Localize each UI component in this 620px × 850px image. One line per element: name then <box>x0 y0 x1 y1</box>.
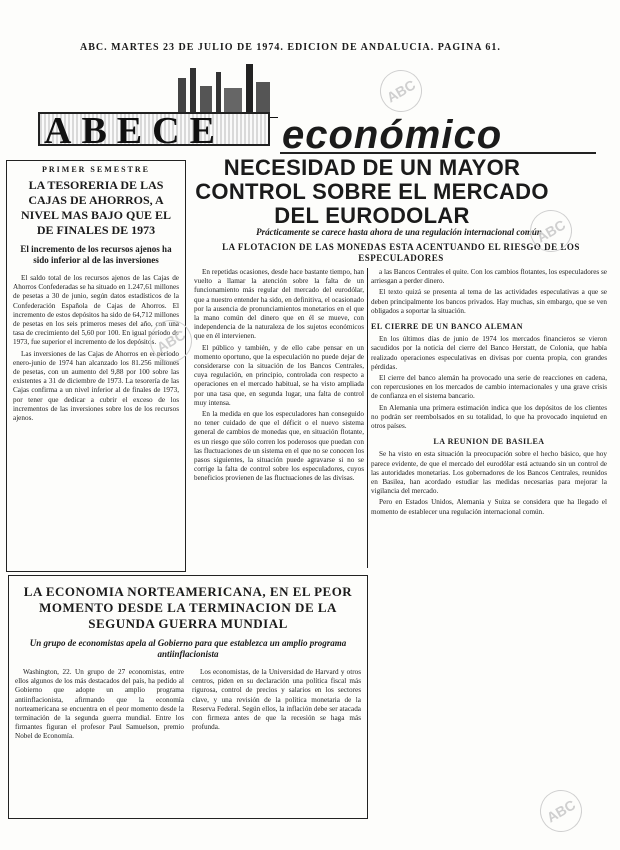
watermark-stamp: ABC <box>142 312 199 369</box>
left-deck: El incremento de los recursos ajenos ha sido inferior al de las inversiones <box>20 244 172 265</box>
bottom-headline: LA ECONOMIA NORTEAMERICANA, EN EL PEOR MOMENTO DESDE LA TERMINACION DE LA SEGUNDA GUERRA MUNDIAL <box>23 584 353 631</box>
main-paragraph: Se ha visto en esta situación la preocupación sobre el hecho básico, que hoy parece evidente, de que el mercado del eurodólar está actuando sin un control de las autoridades monetarias. Los gobernadores de los Bancos Centrales, reunidos en Basilea, han acordado estudiar las medidas necesarias para mejorar la vigilancia del mercado. <box>371 450 607 496</box>
left-paragraph: Las inversiones de las Cajas de Ahorros en el período enero-junio de 1974 han alcanzado los 81.256 millones de pesetas, con un aumento del 9,88 por 100 sobre las existentes a 31 de diciembre de 1973. La tesorería de las Cajas confirma a un nivel inferior al de finales de 1973, por tener que dedicar a cubrir el exceso de los incrementos de las inversiones sobre los de los recursos ajenos. <box>13 349 179 423</box>
left-paragraph: El saldo total de los recursos ajenos de las Cajas de Ahorros Confederadas se ha situado en 1.247,61 millones de pesetas a 30 de junio, según datos estadísticos de la Confederación Española de Cajas de Ahorros. El incremento de estos depósitos ha sido de 64,712 millones de pesetas en los seis primeros meses del año, con una tasa de crecimiento del 5,60 por 100. En igual período de 1973, fue superior el incremento de los depósitos. <box>13 274 179 347</box>
masthead-rule <box>280 152 596 154</box>
masthead-logo: ABECE <box>38 112 270 146</box>
main-subtitle: Prácticamente se carece hasta ahora de una regulación internacional común <box>256 227 542 237</box>
main-paragraph: Pero en Estados Unidos, Alemania y Suiza se considera que ha llegado el momento de establecer una regulación internacional común. <box>371 498 607 516</box>
subhead-banco-aleman: EL CIERRE DE UN BANCO ALEMAN <box>371 322 524 332</box>
left-section-tag: PRIMER SEMESTRE <box>41 165 150 174</box>
bottom-deck: Un grupo de economistas apela al Gobierno para que establezca un amplio programa antiinflacionista <box>29 638 347 659</box>
main-column-b <box>371 268 607 828</box>
bottom-story <box>8 575 368 819</box>
subhead-basilea: LA REUNION DE BASILEA <box>433 437 545 447</box>
main-column-a <box>194 268 364 568</box>
bottom-paragraph: Los economistas, de la Universidad de Harvard y otros centros, piden en su declaración una política fiscal más rigurosa, control de precios y salarios en los sectores clave, y una revisión de la política monetaria de la Reserva Federal. Según ellos, la inflación debe ser atacada con firmeza antes de que la recesión se haga más profunda. <box>192 668 361 732</box>
main-headline: NECESIDAD DE UN MAYOR CONTROL SOBRE EL MERCADO DEL EURODOLAR <box>195 155 549 228</box>
left-headline: LA TESORERIA DE LAS CAJAS DE AHORROS, A NIVEL MAS BAJO QUE EL DE FINALES DE 1973 <box>20 178 172 237</box>
bottom-paragraph: Washington, 22. Un grupo de 27 economistas, entre ellos algunos de los más destacados del país, ha pedido al Gobierno que adopte un amplio programa antiinflacionista, afirmando que la economía norteamericana se encuentra en el peor momento desde la terminación de la segunda guerra mundial. Entre los firmantes figuran el profesor Paul Samuelson, premio Nobel de Economía. <box>15 668 184 741</box>
industrial-towers-illustration <box>168 58 278 118</box>
main-paragraph: En la medida en que los especuladores han conseguido no tener cuidado de que el déficit o el nuevo sistema general de cambios de monedas que, en situación flotante, es un riesgo que sólo corren los poderosos que puedan con las fluctuaciones de un sistema en el que no se conocen los pasos siguientes, la situación puede agravarse si no se corrige la falta de control sobre los especuladores, cuyos beneficios provienen de las fluctuaciones de las divisas. <box>194 410 364 483</box>
main-paragraph: En Alemania una primera estimación indica que los depósitos de los clientes no podrán ser reembolsados en su totalidad, lo que ha provocado inquietud en otros países. <box>371 403 607 431</box>
main-deck: LA FLOTACION DE LAS MONEDAS ESTA ACENTUANDO EL RIESGO DE LOS ESPECULADORES <box>222 242 580 263</box>
main-paragraph: El público y también, y de ello cabe pensar en un momento oportuno, que la especulación no puede dejar de considerarse con la situación de los Bancos Centrales, cuya regulación, en principio, controlada con respecto a operaciones en el mercado habitual, se ha visto ampliada por una tasa que, en segunda lugar, una falta de control muy intensa. <box>194 343 364 407</box>
main-paragraph: a las Bancos Centrales el quite. Con los cambios flotantes, los especuladores se arriesgan a perder dinero. <box>371 268 607 286</box>
main-paragraph: El texto quizá se presenta al tema de las actividades especulativas a que se deben principalmente los bancos privados. Hay muchas, sin embargo, que se ven obligados a soportar la situación. <box>371 288 607 315</box>
section-title: económico <box>282 113 503 157</box>
column-divider <box>367 268 368 568</box>
main-paragraph: En los últimos días de junio de 1974 los mercados financieros se vieron sacudidos por la noticia del cierre del Banco Herstatt, de Colonia, que había realizado operaciones especulativas en divisas por cuenta propia, con grandes pérdidas. <box>371 335 607 371</box>
main-paragraph: El cierre del banco alemán ha provocado una serie de reacciones en cadena, con repercusiones en los mercados de cambio internacionales y una grave crisis de confianza en el sistema bancario. <box>371 374 607 401</box>
main-paragraph: En repetidas ocasiones, desde hace bastante tiempo, han vuelto a llamar la atención sobre la falta de un funcionamiento más regular del mercado del eurodólar, que a nuestro entender ha sido, en definitiva, el ocasionado por la ausencia de pronunciamientos monetarios en el que la mano común del dinero que en él se mueve, con independencia de la naturaleza de los sujetos económicos que en él intervienen. <box>194 268 364 341</box>
running-head: ABC. MARTES 23 DE JULIO DE 1974. EDICION DE ANDALUCIA. PAGINA 61. <box>80 42 501 53</box>
watermark-stamp: ABC <box>532 782 589 839</box>
watermark-stamp: ABC <box>372 62 429 119</box>
watermark-stamp: ABC <box>522 202 579 259</box>
left-story <box>6 160 186 572</box>
